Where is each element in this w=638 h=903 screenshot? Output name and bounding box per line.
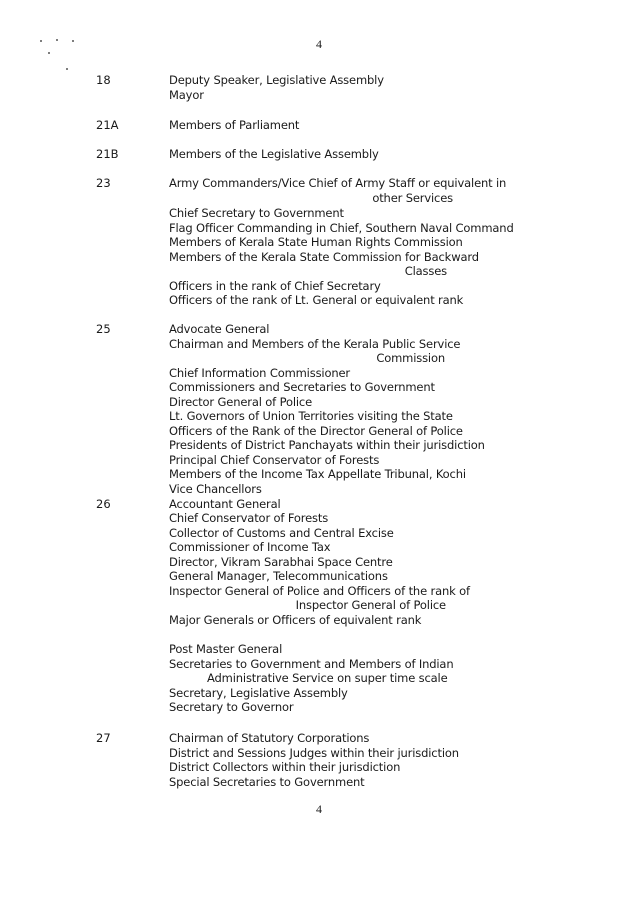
entry-line: Officers in the rank of Chief Secretary — [169, 279, 381, 293]
entry-line: Officers of the Rank of the Director General of Police — [169, 424, 463, 438]
entry-line-continuation: Inspector General of Police — [295, 598, 446, 612]
precedence-number: 27 — [96, 731, 111, 745]
entry-line: Members of the Kerala State Commission for Backward — [169, 250, 479, 264]
entry-line: District Collectors within their jurisdiction — [169, 760, 401, 774]
entry-line: Advocate General — [169, 322, 270, 336]
scan-speck — [66, 68, 68, 70]
precedence-number: 25 — [96, 322, 111, 336]
entry-line: Chairman and Members of the Kerala Public Service — [169, 337, 461, 351]
entry-line: Chief Conservator of Forests — [169, 511, 329, 525]
entry-line: Major Generals or Officers of equivalent rank — [169, 613, 422, 627]
entry-line: Chief Secretary to Government — [169, 206, 344, 220]
entry-line: District and Sessions Judges within their jurisdiction — [169, 746, 459, 760]
entry-line-continuation: Classes — [404, 264, 447, 278]
entry-line: Commissioners and Secretaries to Government — [169, 380, 435, 394]
entry-line: Army Commanders/Vice Chief of Army Staff or equivalent in — [169, 176, 507, 190]
entry-line: Chairman of Statutory Corporations — [169, 731, 370, 745]
entry-line: Director General of Police — [169, 395, 313, 409]
entry-line: Lt. Governors of Union Territories visiting the State — [169, 409, 453, 423]
entry-line: Director, Vikram Sarabhai Space Centre — [169, 555, 393, 569]
entry-line: Flag Officer Commanding in Chief, Southern Naval Command — [169, 221, 514, 235]
precedence-number: 18 — [96, 73, 111, 87]
entry-line: General Manager, Telecommunications — [169, 569, 388, 583]
entry-line-continuation: Administrative Service on super time scale — [207, 671, 448, 685]
page-number-top: 4 — [316, 37, 322, 51]
entry-line: Special Secretaries to Government — [169, 775, 365, 789]
page-number-bottom: 4 — [316, 802, 322, 816]
precedence-number: 23 — [96, 176, 111, 190]
precedence-number: 26 — [96, 497, 111, 511]
entry-line: Commissioner of Income Tax — [169, 540, 331, 554]
entry-line: Collector of Customs and Central Excise — [169, 526, 394, 540]
entry-line: Members of the Income Tax Appellate Tribunal, Kochi — [169, 467, 466, 481]
scan-speck — [48, 52, 50, 54]
entry-line: Vice Chancellors — [169, 482, 262, 496]
entry-line: Chief Information Commissioner — [169, 366, 350, 380]
entry-line: Members of the Legislative Assembly — [169, 147, 379, 161]
precedence-number: 21B — [96, 147, 119, 161]
entry-line-continuation: other Services — [372, 191, 453, 205]
entry-line: Secretary, Legislative Assembly — [169, 686, 348, 700]
entry-line: Inspector General of Police and Officers of the rank of — [169, 584, 470, 598]
entry-line: Principal Chief Conservator of Forests — [169, 453, 380, 467]
entry-line: Secretaries to Government and Members of Indian — [169, 657, 454, 671]
entry-line: Officers of the rank of Lt. General or equivalent rank — [169, 293, 464, 307]
entry-line: Members of Parliament — [169, 118, 300, 132]
entry-line: Accountant General — [169, 497, 281, 511]
entry-line: Mayor — [169, 88, 204, 102]
entry-line: Deputy Speaker, Legislative Assembly — [169, 73, 384, 87]
entry-line: Presidents of District Panchayats within their jurisdiction — [169, 438, 485, 452]
entry-line: Post Master General — [169, 642, 283, 656]
entry-line-continuation: Commission — [376, 351, 445, 365]
entry-line: Secretary to Governor — [169, 700, 294, 714]
precedence-number: 21A — [96, 118, 119, 132]
entry-line: Members of Kerala State Human Rights Commission — [169, 235, 463, 249]
